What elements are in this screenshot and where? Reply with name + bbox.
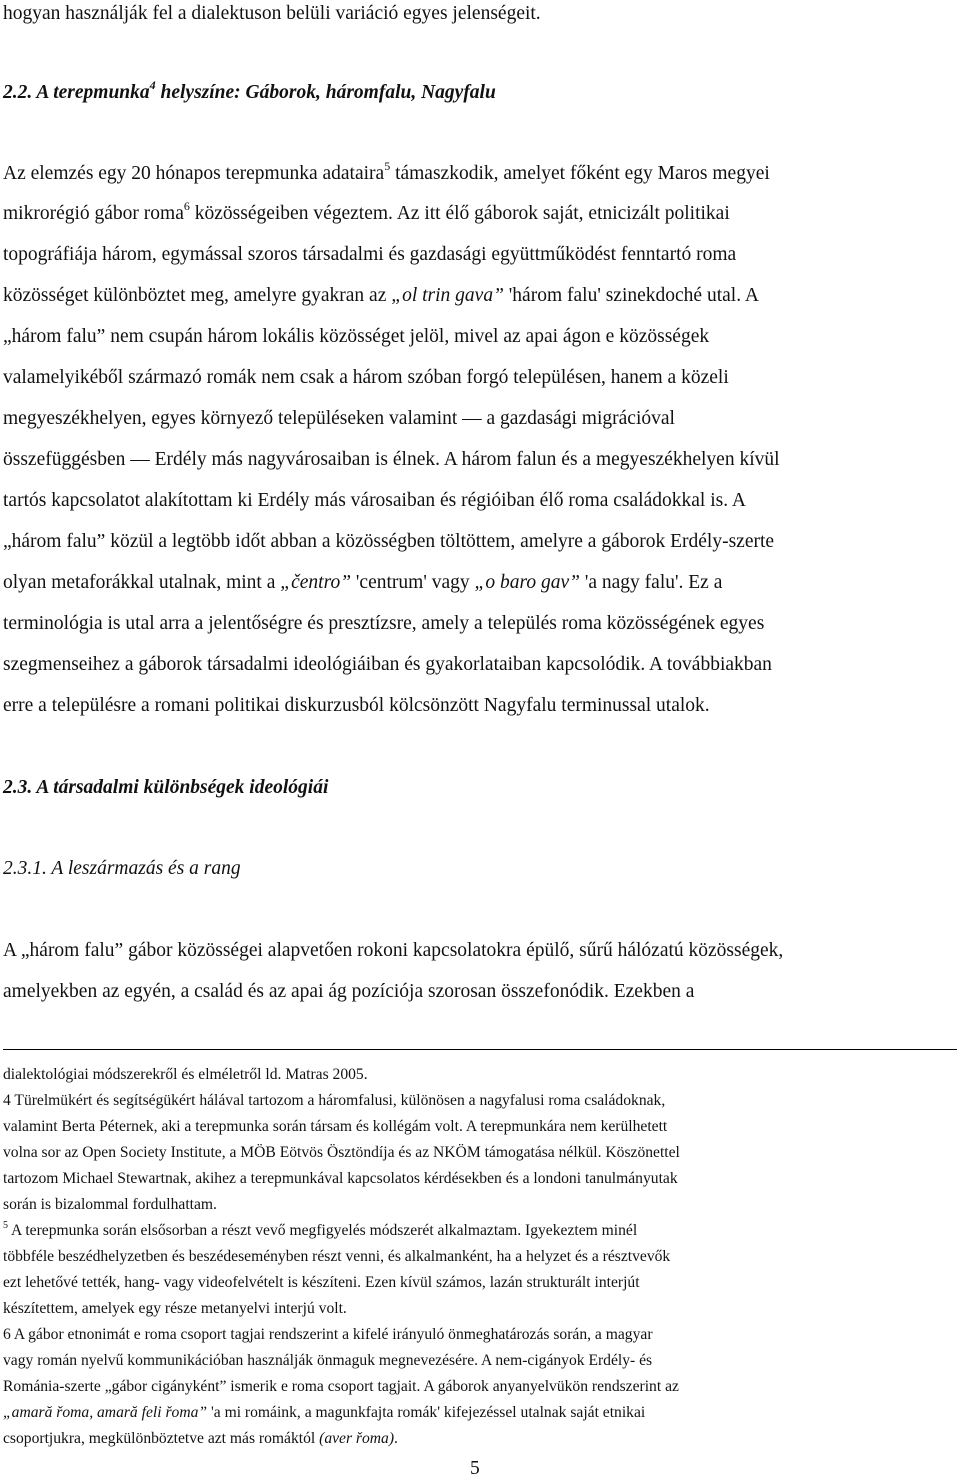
paragraph-1-line: olyan metaforákkal utalnak, mint a „čentro” 'centrum' vagy „o baro gav” 'a nagy falu'. Ez a [3,572,723,593]
footnote-5-line: $^5$ A terepmunka során elsősorban a részt vevő megfigyelés módszerét alkalmaztam. Igyekeztem minél [3,1220,638,1239]
footnote-4-line: 4 Türelmükért és segítségükért hálával tartozom a háromfalusi, különösen a nagyfalusi roma családoknak, [3,1092,666,1109]
footnote-5-line: ezt lehetővé tették, hang- vagy videofelvételt is készíteni. Ezen kívül számos, lazán strukturált interjút [3,1274,640,1291]
paragraph-1-line: valamelyikéből származó romák nem csak a három szóban forgó településen, hanem a közeli [3,367,729,388]
footnote-ref-5: 5 [384,159,391,173]
paragraph-2-line: amelyekben az egyén, a család és az apai ág pozíciója szorosan összefonódik. Ezekben a [3,981,695,1002]
paragraph-1-line: összefüggésben — Erdély más nagyvárosaiban is élnek. A három falun és a megyeszékhelyen kívül [3,449,780,470]
romani-term: „čentro” [280,572,352,593]
footnote-4-line: volna sor az Open Society Institute, a MÖB Eötvös Ösztöndíja és az NKÖM támogatása nélkül. Köszönettel [3,1144,680,1161]
footnote-4-line: során is bizalommal fordulhattam. [3,1196,217,1213]
paragraph-1-line: tartós kapcsolatot alakítottam ki Erdély más városaiban és régióiban élő roma családokkal is. A [3,490,746,511]
paragraph-1-line: megyeszékhelyen, egyes környező településeken valamint — a gazdasági migrációval [3,408,675,429]
paragraph-1-line: terminológia is utal arra a jelentőségre és presztízsre, amely a település roma közösségének egyes [3,613,765,634]
intro-line: hogyan használják fel a dialektuson belüli variáció egyes jelenségeit. [3,3,541,24]
romani-term: „ol trin gava” [391,285,504,306]
footnote-5-marker: 5 [3,1220,8,1231]
section-heading-2-2: 2.2. A terepmunka$^4$ helyszíne: Gáborok, háromfalu, Nagyfalu [3,78,496,103]
paragraph-1-line: „három falu” nem csupán három lokális közösséget jelöl, mivel az apai ágon e közösségek [3,326,710,347]
romani-term: „o baro gav” [474,572,580,593]
paragraph-1-line: Az elemzés egy 20 hónapos terepmunka adataira$^5$ támaszkodik, amelyet főként egy Maros megyei [3,159,770,184]
paragraph-1-line: mikrorégió gábor roma$^6$ közösségeiben végeztem. Az itt élő gáborok saját, etnicizált politikai [3,199,730,224]
footnote-continuation: dialektológiai módszerekről és elméletről ld. Matras 2005. [3,1066,368,1083]
footnote-6-line: csoportjukra, megkülönböztetve azt más romáktól (aver řoma). [3,1430,398,1447]
footnote-4-line: tartozom Michael Stewartnak, akihez a terepmunkával kapcsolatos kérdésekben és a londoni tanulmányutak [3,1170,678,1187]
footnote-ref-4: 4 [149,78,156,92]
footnote-6-line: vagy román nyelvű kommunikációban használják önmaguk megnevezésére. A nem-cigányok Erdély- és [3,1352,653,1369]
footnote-4-line: valamint Berta Péternek, aki a terepmunka során társam és kollégám volt. A terepmunkára nem kerülhetett [3,1118,668,1135]
section-heading-2-3-1: 2.3.1. A leszármazás és a rang [3,858,241,879]
footnote-5-line: többféle beszédhelyzetben és beszédeseményben részt venni, és alkalmanként, ha a helyzet és a résztvevők [3,1248,671,1265]
paragraph-2-line: A „három falu” gábor közösségei alapvetően rokoni kapcsolatokra épülő, sűrű hálózatú közösségek, [3,940,784,961]
footnote-5-line: készítettem, amelyek egy része metanyelvi interjú volt. [3,1300,347,1317]
paragraph-1-line: „három falu” közül a legtöbb időt abban a közösségben töltöttem, amelyre a gáborok Erdély-szerte [3,531,775,552]
footnote-6-line: 6 A gábor etnonimát e roma csoport tagjai rendszerint a kifelé irányuló önmeghatározás során, a magyar [3,1326,653,1343]
footnote-ref-6: 6 [183,199,190,213]
paragraph-1-line: szegmenseihez a gáborok társadalmi ideológiáiban és gyakorlataiban kapcsolódik. A továbbiakban [3,654,772,675]
romani-term: (aver řoma) [319,1430,395,1447]
paragraph-1-line: közösséget különböztet meg, amelyre gyakran az „ol trin gava” 'három falu' szinekdoché utal. A [3,285,759,306]
footnote-6-line: Románia-szerte „gábor cigányként” ismerik e roma csoport tagjait. A gáborok anyanyelvükön rendszerint az [3,1378,679,1395]
paragraph-1-line: topográfiája három, egymással szoros társadalmi és gazdasági együttműködést fenntartó roma [3,244,737,265]
page-number: 5 [470,1458,480,1479]
footnote-6-line: „amară řoma, amară feli řoma” 'a mi romáink, a magunkfajta romák' kifejezéssel utalnak saját etnikai [3,1404,646,1421]
paragraph-1-line: erre a településre a romani politikai diskurzusból kölcsönzött Nagyfalu terminussal utalok. [3,695,710,716]
footnote-separator [3,1049,957,1050]
section-heading-2-3: 2.3. A társadalmi különbségek ideológiái [3,777,329,798]
romani-term: „amară řoma, amară feli řoma” [3,1404,208,1421]
